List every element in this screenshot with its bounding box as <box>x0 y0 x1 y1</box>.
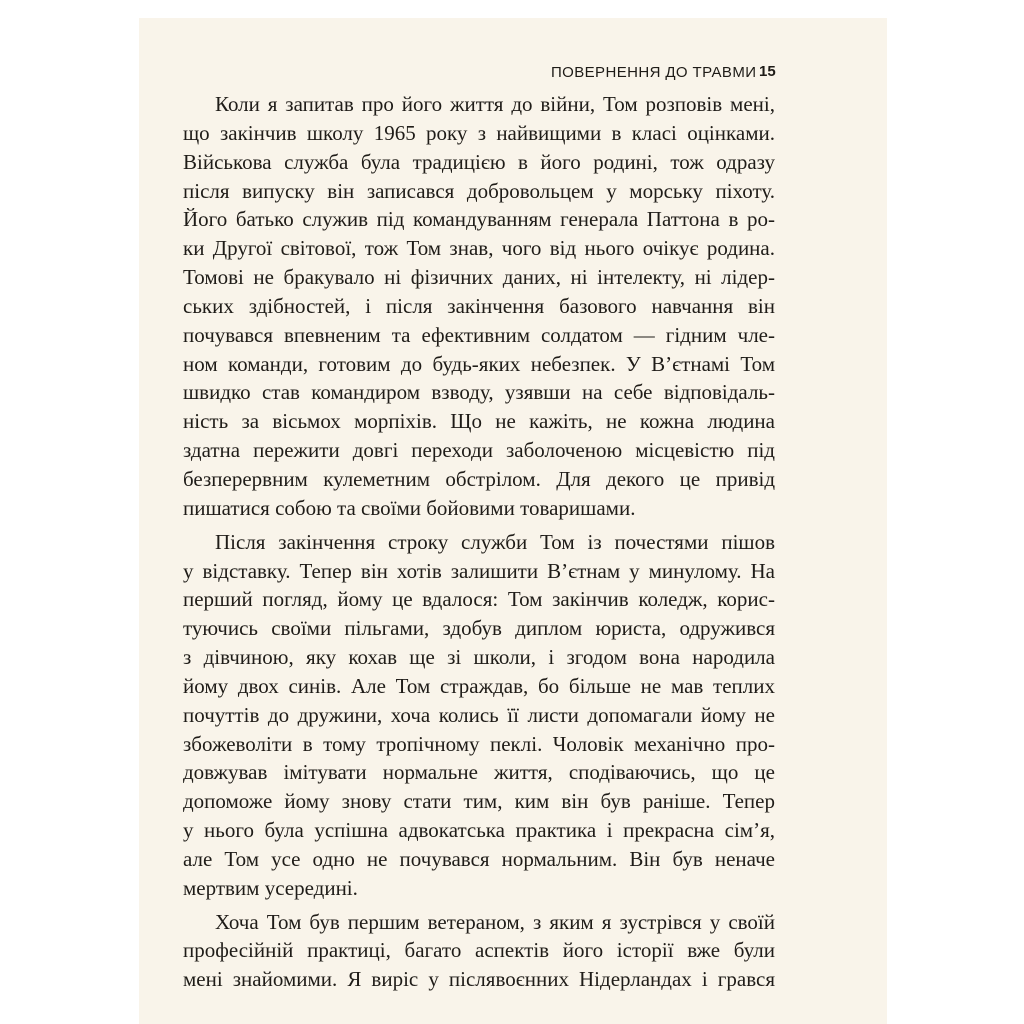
text-line: професійній практиці, багато аспектів його історії вже були <box>183 938 775 963</box>
text-line: з дівчиною, яку кохав ще зі школи, і згодом вона народила <box>183 645 775 670</box>
page-number: 15 <box>759 63 776 80</box>
text-line: мертвим усередині. <box>183 875 358 900</box>
text-line: здатна пережити довгі переходи заболоченою місцевістю під <box>183 438 775 463</box>
text-line: що закінчив школу 1965 року з найвищими в класі оцінками. <box>183 120 775 145</box>
text-line: збожеволіти в тому тропічному пеклі. Чоловік механічно про- <box>183 731 775 756</box>
text-line: ном команди, готовим до будь-яких небезпек. У В’єтнамі Том <box>183 351 775 376</box>
text-line: почуттів до дружини, хоча колись її листи допомагали йому не <box>183 702 775 727</box>
text-line: туючись своїми пільгами, здобув диплом юриста, одружився <box>183 616 775 641</box>
body-text <box>183 90 775 994</box>
text-line: безперервним кулеметним обстрілом. Для декого це привід <box>183 466 775 491</box>
text-line: допоможе йому знову стати тим, ким він був раніше. Тепер <box>183 789 775 814</box>
text-line: у відставку. Тепер він хотів залишити В’єтнам у минулому. На <box>183 558 775 583</box>
text-line: Військова служба була традицією в його родині, тож одразу <box>183 149 775 174</box>
text-line: але Том усе одно не почувався нормальним. Він був неначе <box>183 846 775 871</box>
text-line: у нього була успішна адвокатська практика і прекрасна сім’я, <box>183 818 775 843</box>
text-line: Томові не бракувало ні фізичних даних, ні інтелекту, ні лідер- <box>183 265 775 290</box>
book-page <box>139 18 887 1024</box>
running-header-title: ПОВЕРНЕННЯ ДО ТРАВМИ <box>551 64 757 81</box>
text-line: ки Другої світової, тож Том знав, чого від нього очікує родина. <box>183 236 775 261</box>
text-line: після випуску він записався добровольцем у морську піхоту. <box>183 178 775 203</box>
text-line: довжував імітувати нормальне життя, сподіваючись, що це <box>183 760 775 785</box>
text-line: почувався впевненим та ефективним солдатом — гідним чле- <box>183 322 775 347</box>
text-line: Після закінчення строку служби Том із почестями пішов <box>215 529 775 554</box>
text-line: пишатися собою та своїми бойовими товаришами. <box>183 495 636 520</box>
text-line: ських здібностей, і після закінчення базового навчання він <box>183 293 775 318</box>
text-line: мені знайомими. Я виріс у післявоєнних Нідерландах і грався <box>183 967 775 992</box>
text-line: перший погляд, йому це вдалося: Том закінчив коледж, корис- <box>183 587 775 612</box>
text-line: Хоча Том був першим ветераном, з яким я зустрівся у своїй <box>215 909 775 934</box>
text-line: ність за вісьмох морпіхів. Що не кажіть, не кожна людина <box>183 409 775 434</box>
text-line: йому двох синів. Але Том страждав, бо більше не мав теплих <box>183 673 775 698</box>
text-line: швидко став командиром взводу, узявши на себе відповідаль- <box>183 380 775 405</box>
text-line: Його батько служив під командуванням генерала Паттона в ро- <box>183 207 775 232</box>
text-line: Коли я запитав про його життя до війни, Том розповів мені, <box>215 92 775 116</box>
